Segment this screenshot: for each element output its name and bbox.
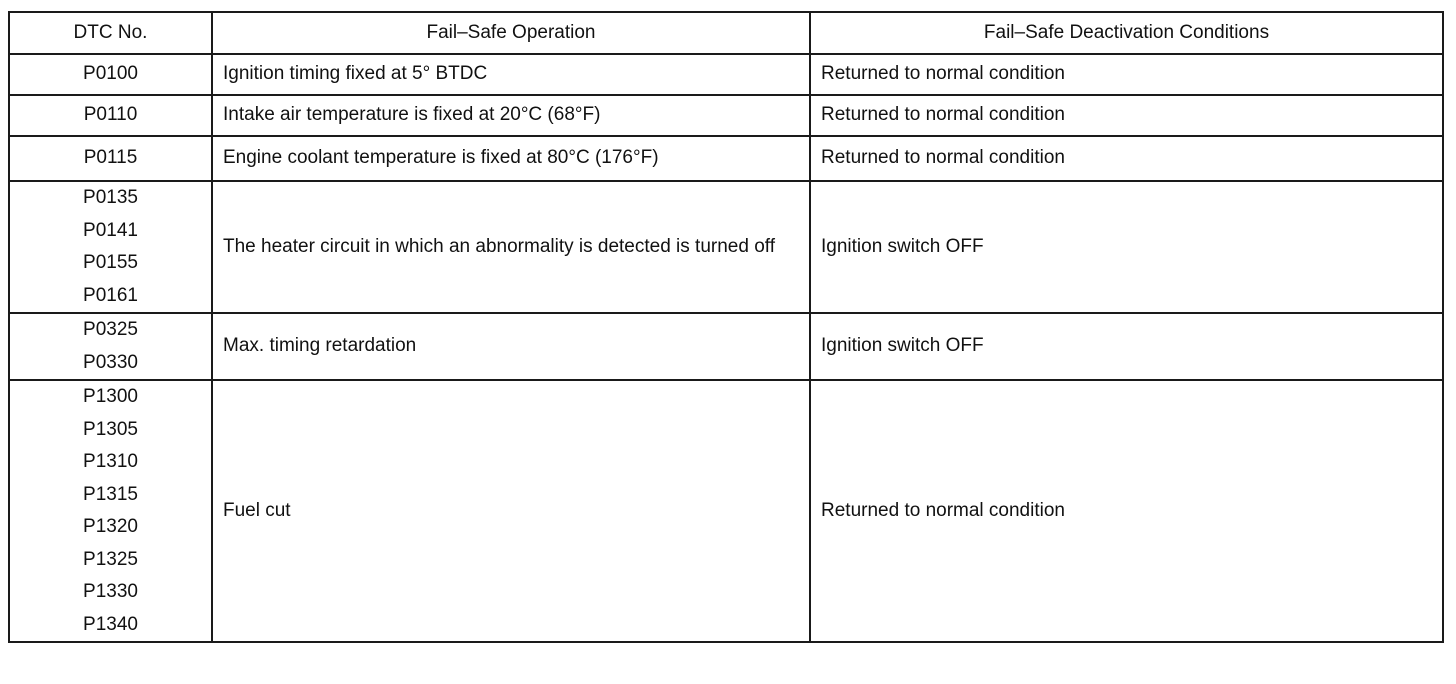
deactivation-cell: Ignition switch OFF	[810, 181, 1443, 313]
dtc-cell	[9, 136, 212, 181]
table-row	[9, 95, 1443, 136]
dtc-code: P0141	[83, 219, 138, 241]
deactivation-cell: Returned to normal condition	[810, 54, 1443, 95]
dtc-code: P1330	[83, 581, 138, 602]
dtc-code: P0161	[83, 284, 138, 306]
dtc-code: P0330	[83, 351, 138, 373]
dtc-cell	[9, 313, 212, 380]
table-row	[9, 54, 1443, 95]
deactivation-cell: Returned to normal condition	[810, 136, 1443, 181]
deactivation-cell: Returned to normal condition	[810, 380, 1443, 642]
dtc-code: P1305	[83, 418, 138, 440]
operation-cell: Intake air temperature is fixed at 20°C (68°F)	[212, 95, 810, 136]
table-row	[9, 313, 1443, 380]
operation-cell: Engine coolant temperature is fixed at 80°C (176°F)	[212, 136, 810, 181]
deactivation-cell: Ignition switch OFF	[810, 313, 1443, 380]
dtc-code: P1300	[83, 386, 138, 407]
dtc-code: P1320	[83, 516, 138, 537]
operation-cell: Max. timing retardation	[212, 313, 810, 380]
operation-cell: Fuel cut	[212, 380, 810, 642]
dtc-code: P0110	[83, 104, 138, 126]
table-row	[9, 380, 1443, 642]
header-fail-safe-operation: Fail–Safe Operation	[212, 12, 810, 54]
dtc-cell	[9, 181, 212, 313]
header-deactivation-conditions: Fail–Safe Deactivation Conditions	[810, 12, 1443, 54]
deactivation-cell: Returned to normal condition	[810, 95, 1443, 136]
dtc-code: P0325	[83, 319, 138, 340]
dtc-cell	[9, 380, 212, 642]
table-row	[9, 136, 1443, 181]
operation-cell: The heater circuit in which an abnormality is detected is turned off	[212, 181, 810, 313]
dtc-cell	[9, 54, 212, 95]
operation-cell: Ignition timing fixed at 5° BTDC	[212, 54, 810, 95]
header-row	[9, 12, 1443, 54]
dtc-code: P0135	[83, 187, 138, 208]
dtc-code: P1325	[83, 548, 138, 570]
header-dtc-no: DTC No.	[9, 12, 212, 54]
dtc-cell	[9, 95, 212, 136]
dtc-code: P1310	[83, 451, 138, 472]
table-row	[9, 181, 1443, 313]
fail-safe-table	[8, 11, 1444, 643]
dtc-code: P1315	[83, 483, 138, 505]
dtc-code: P0100	[83, 63, 138, 85]
dtc-code: P0115	[83, 147, 138, 169]
dtc-code: P1340	[83, 613, 138, 635]
dtc-code: P0155	[83, 252, 138, 273]
